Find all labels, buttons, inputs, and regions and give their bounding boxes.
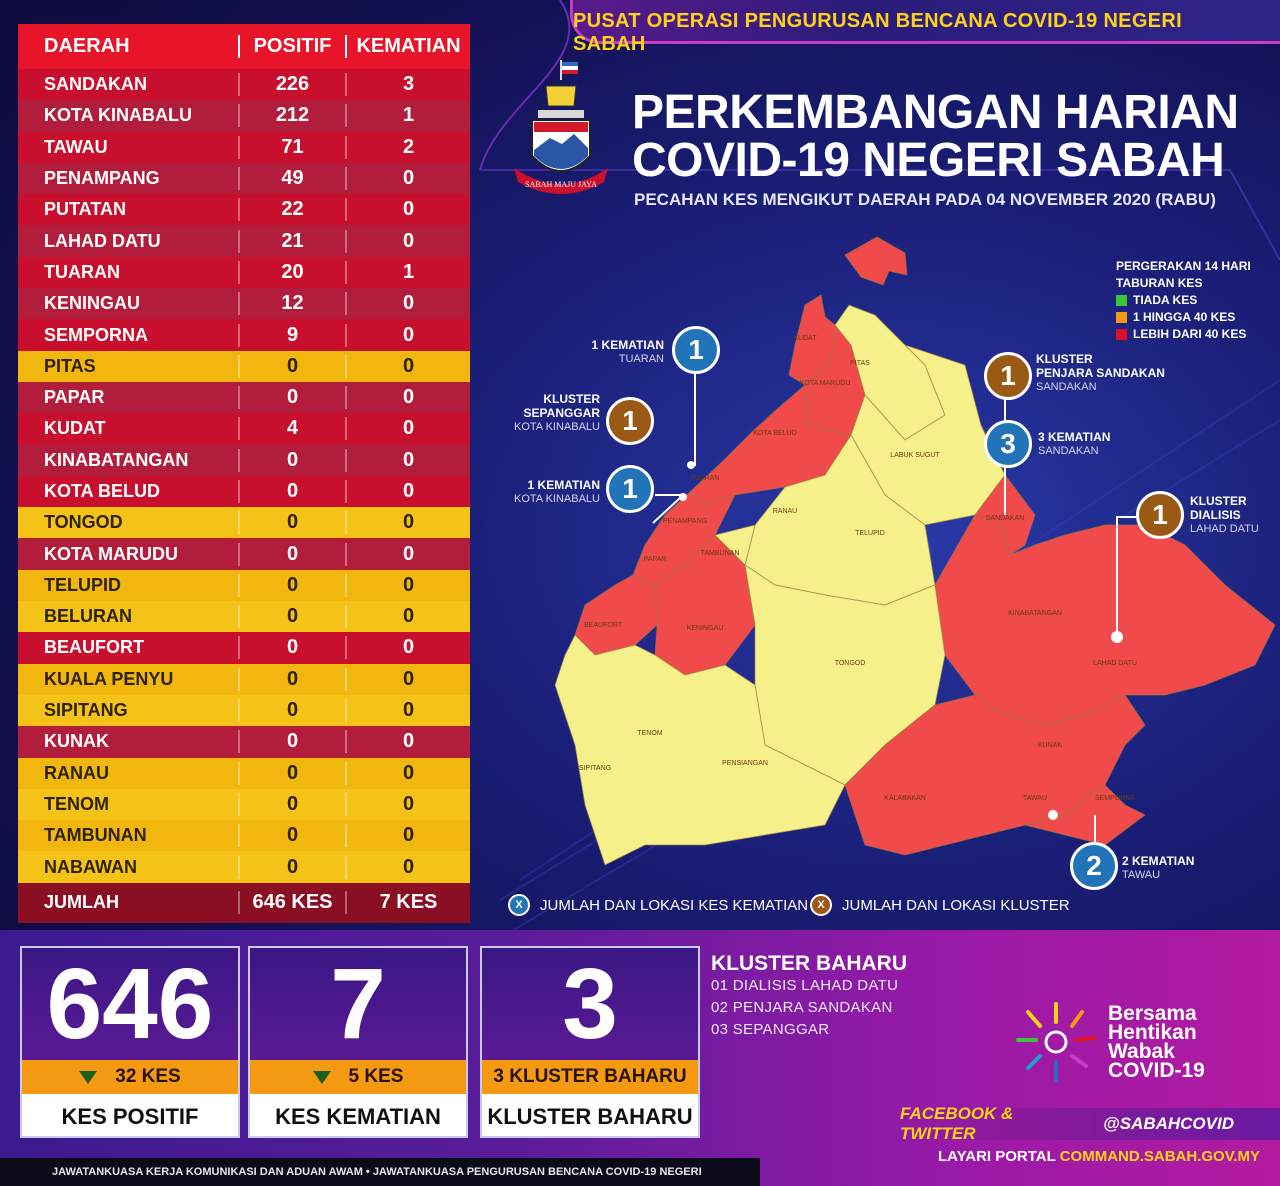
map-label-kalabakan: KALABAKAN <box>884 795 926 802</box>
table-row <box>18 758 470 789</box>
map-label-labuk: LABUK SUGUT <box>890 452 940 459</box>
cell-positif: 212 <box>238 104 345 127</box>
cell-positif: 0 <box>238 355 345 378</box>
cell-positif: 226 <box>238 73 345 96</box>
map-label-keningau: KENINGAU <box>686 625 724 632</box>
map-label-tuaran: TUARAN <box>690 475 720 482</box>
cell-kematian: 0 <box>345 292 470 315</box>
cell-positif: 0 <box>238 636 345 659</box>
table-row <box>18 319 470 350</box>
cell-kematian: 0 <box>345 543 470 566</box>
key-cluster-icon: X <box>810 894 832 916</box>
cell-positif: 21 <box>238 230 345 253</box>
table-row <box>18 570 470 601</box>
cell-positif: 0 <box>238 605 345 628</box>
map-label-pensiangan: PENSIANGAN <box>722 760 768 767</box>
marker-cluster-sepanggar: 1 <box>606 397 654 445</box>
table-row <box>18 664 470 695</box>
table-row <box>18 726 470 757</box>
cell-daerah: KUDAT <box>44 418 106 439</box>
map-label-kota-marudu: KOTA MARUDU <box>799 380 851 387</box>
cell-daerah: KINABATANGAN <box>44 449 189 470</box>
map-label-ranau: RANAU <box>772 508 798 515</box>
social-handle[interactable]: @SABAHCOVID <box>1103 1114 1234 1133</box>
campaign-logo-icon <box>1010 996 1102 1088</box>
cell-daerah: TUARAN <box>44 261 120 282</box>
marker-label-sepanggar: KLUSTER SEPANGGAR KOTA KINABALU <box>514 392 600 433</box>
header-positif: POSITIF <box>238 35 345 58</box>
cell-kematian: 0 <box>345 856 470 879</box>
stat-clusters-label: KLUSTER BAHARU <box>487 1104 693 1129</box>
map-label-pitas: PITAS <box>850 360 870 367</box>
table-row <box>18 538 470 569</box>
stat-deaths-value: 7 <box>250 948 466 1060</box>
cell-kematian: 0 <box>345 511 470 534</box>
table-row <box>18 476 470 507</box>
marker-death-sandakan: 3 <box>984 420 1032 468</box>
portal-line <box>938 1148 1260 1165</box>
cell-daerah: KENINGAU <box>44 293 141 314</box>
cell-daerah: KUNAK <box>44 731 109 752</box>
cell-kematian: 0 <box>345 355 470 378</box>
cell-daerah: TELUPID <box>44 574 122 595</box>
cell-daerah: TAMBUNAN <box>44 825 147 846</box>
cell-kematian: 0 <box>345 574 470 597</box>
table-row <box>18 288 470 319</box>
portal-url[interactable]: COMMAND.SABAH.GOV.MY <box>1059 1148 1260 1165</box>
map-label-kunak: KUNAK <box>1037 742 1063 749</box>
sabah-crest <box>508 58 614 198</box>
cell-positif: 71 <box>238 136 345 159</box>
new-cluster-item-1: 01 DIALISIS LAHAD DATU <box>711 977 899 994</box>
cell-kematian: 0 <box>345 762 470 785</box>
table-row <box>18 132 470 163</box>
cell-positif: 0 <box>238 511 345 534</box>
cell-daerah: RANAU <box>44 762 109 783</box>
cell-kematian: 0 <box>345 230 470 253</box>
marker-death-tuaran: 1 <box>672 326 720 374</box>
legend-swatch-red <box>1116 329 1127 340</box>
table-row <box>18 351 470 382</box>
cell-daerah: PITAS <box>44 355 96 376</box>
stat-deaths-delta: 5 KES <box>250 1060 466 1094</box>
stat-positive-delta: 32 KES <box>22 1060 238 1094</box>
map-label-kudat: KUDAT <box>793 335 817 342</box>
legend-item-low: 1 HINGGA 40 KES <box>1116 309 1251 326</box>
page-title-line1: PERKEMBANGAN HARIAN <box>632 86 1239 139</box>
cell-daerah: BEAUFORT <box>44 637 144 658</box>
cell-daerah: PUTATAN <box>44 199 126 220</box>
marker-label-tuaran: 1 KEMATIAN TUARAN <box>591 338 664 365</box>
stat-clusters-value: 3 <box>482 948 698 1060</box>
cell-kematian: 0 <box>345 793 470 816</box>
header-daerah: DAERAH <box>44 35 130 57</box>
total-label: JUMLAH <box>44 892 119 913</box>
cell-daerah: PENAMPANG <box>44 168 160 189</box>
map-point-tuaran <box>687 461 695 469</box>
cell-positif: 49 <box>238 167 345 190</box>
cell-positif: 0 <box>238 668 345 691</box>
cell-daerah: PAPAR <box>44 387 105 408</box>
table-header <box>18 24 470 69</box>
table-row <box>18 225 470 256</box>
cell-daerah: SEMPORNA <box>44 324 149 345</box>
cell-daerah: SANDAKAN <box>44 74 147 95</box>
map-label-penampang: PENAMPANG <box>662 518 708 525</box>
cell-kematian: 0 <box>345 167 470 190</box>
crest-motto: SABAH MAJU JAYA <box>525 180 597 189</box>
page-subtitle: PECAHAN KES MENGIKUT DAERAH PADA 04 NOVEMBER 2020 (RABU) <box>634 190 1216 209</box>
marker-label-sandakan: 3 KEMATIAN SANDAKAN <box>1038 430 1111 457</box>
stat-clusters <box>480 946 700 1138</box>
stat-positive-value: 646 <box>22 948 238 1060</box>
new-clusters-title: KLUSTER BAHARU <box>711 952 907 975</box>
legend-title-2: TABURAN KES <box>1116 276 1203 290</box>
cell-kematian: 0 <box>345 824 470 847</box>
table-row <box>18 601 470 632</box>
marker-label-dialisis: KLUSTER DIALISIS LAHAD DATU <box>1190 494 1259 535</box>
key-deaths-icon: X <box>508 894 530 916</box>
map-label-tawau: TAWAU <box>1022 795 1048 802</box>
cell-positif: 0 <box>238 824 345 847</box>
map-label-sipitang: SIPITANG <box>578 765 612 772</box>
table-row <box>18 695 470 726</box>
legend-title-1: PERGERAKAN 14 HARI <box>1116 259 1251 273</box>
map-label-sandakan: SANDAKAN <box>985 515 1025 522</box>
cell-positif: 0 <box>238 543 345 566</box>
stat-deaths <box>248 946 468 1138</box>
table-row <box>18 163 470 194</box>
cell-kematian: 0 <box>345 198 470 221</box>
cell-daerah: KOTA BELUD <box>44 481 160 501</box>
cell-daerah: LAHAD DATU <box>44 230 161 251</box>
marker-cluster-dialisis: 1 <box>1136 491 1184 539</box>
table-row <box>18 851 470 882</box>
new-cluster-item-2: 02 PENJARA SANDAKAN <box>711 999 893 1016</box>
cell-kematian: 0 <box>345 605 470 628</box>
table-row <box>18 507 470 538</box>
marker-label-kk: 1 KEMATIAN KOTA KINABALU <box>514 478 600 505</box>
table-row <box>18 100 470 131</box>
portal-label: LAYARI PORTAL <box>938 1148 1056 1165</box>
cell-daerah: TAWAU <box>44 136 108 157</box>
cell-kematian: 3 <box>345 73 470 96</box>
table-row <box>18 257 470 288</box>
down-arrow-icon <box>313 1071 331 1084</box>
cell-positif: 0 <box>238 793 345 816</box>
legend-swatch-green <box>1116 295 1127 306</box>
social-label: FACEBOOK & TWITTER <box>900 1104 1014 1143</box>
marker-cluster-penjara: 1 <box>984 352 1032 400</box>
district-table <box>18 24 470 923</box>
cell-daerah: SIPITANG <box>44 700 128 721</box>
cell-positif: 22 <box>238 198 345 221</box>
stat-deaths-label: KES KEMATIAN <box>275 1104 441 1129</box>
down-arrow-icon <box>79 1071 97 1084</box>
cell-daerah: NABAWAN <box>44 856 137 877</box>
cell-kematian: 0 <box>345 730 470 753</box>
cell-positif: 0 <box>238 574 345 597</box>
stat-positive-label: KES POSITIF <box>61 1104 199 1129</box>
cell-positif: 9 <box>238 324 345 347</box>
marker-label-tawau: 2 KEMATIAN TAWAU <box>1122 854 1195 881</box>
header-kematian: KEMATIAN <box>345 35 470 58</box>
map-point-lahad-datu <box>1111 631 1123 643</box>
region-kinabatangan <box>935 515 1275 725</box>
campaign-slogan: Bersama Hentikan Wabak COVID-19 <box>1108 1002 1205 1082</box>
header-banner <box>570 0 1280 55</box>
cell-kematian: 2 <box>345 136 470 159</box>
cell-positif: 20 <box>238 261 345 284</box>
cell-kematian: 0 <box>345 417 470 440</box>
cell-kematian: 0 <box>345 324 470 347</box>
cell-daerah: TENOM <box>44 793 109 814</box>
stat-clusters-delta: 3 KLUSTER BAHARU <box>482 1060 698 1094</box>
cell-positif: 0 <box>238 449 345 472</box>
marker-death-kk: 1 <box>606 465 654 513</box>
key-clusters: X JUMLAH DAN LOKASI KLUSTER <box>810 894 1070 916</box>
table-row <box>18 382 470 413</box>
cell-kematian: 0 <box>345 386 470 409</box>
cell-positif: 4 <box>238 417 345 440</box>
cell-kematian: 0 <box>345 699 470 722</box>
cell-positif: 0 <box>238 480 345 503</box>
table-row <box>18 820 470 851</box>
cell-positif: 0 <box>238 856 345 879</box>
map-label-beaufort: BEAUFORT <box>584 622 622 629</box>
cell-kematian: 0 <box>345 449 470 472</box>
region-kudat-island <box>845 237 907 285</box>
table-total-row <box>18 883 470 923</box>
cell-kematian: 1 <box>345 261 470 284</box>
cell-daerah: KOTA KINABALU <box>44 105 192 126</box>
cell-positif: 0 <box>238 730 345 753</box>
page-title-line2: COVID-19 NEGERI SABAH <box>632 134 1225 187</box>
table-row <box>18 194 470 225</box>
cell-daerah: KOTA MARUDU <box>44 543 178 564</box>
footer: JAWATANKUASA KERJA KOMUNIKASI DAN ADUAN AWAM • JAWATANKUASA PENGURUSAN BENCANA COVID-19 NEGERI <box>0 1158 760 1186</box>
cell-positif: 0 <box>238 762 345 785</box>
map-label-kinabatangan: KINABATANGAN <box>1008 610 1062 617</box>
new-cluster-item-3: 03 SEPANGGAR <box>711 1021 830 1038</box>
map-label-semporna: SEMPORNA <box>1094 795 1136 802</box>
map-label-tambunan: TAMBUNAN <box>700 550 740 557</box>
stat-positive <box>20 946 240 1138</box>
map-label-papar: PAPAR <box>643 556 667 563</box>
marker-death-tawau: 2 <box>1070 842 1118 890</box>
cell-kematian: 0 <box>345 480 470 503</box>
cell-daerah: BELURAN <box>44 606 132 627</box>
cell-daerah: TONGOD <box>44 512 123 533</box>
header-title: PUSAT OPERASI PENGURUSAN BENCANA COVID-19 NEGERI SABAH <box>573 10 1182 55</box>
total-positif: 646 KES <box>238 891 345 914</box>
cell-positif: 0 <box>238 386 345 409</box>
map-label-lahad: LAHAD DATU <box>1093 660 1137 667</box>
social-bar <box>900 1104 1280 1143</box>
cell-positif: 12 <box>238 292 345 315</box>
table-row <box>18 69 470 100</box>
map-label-kota-belud: KOTA BELUD <box>753 430 797 437</box>
table-row <box>18 445 470 476</box>
legend-item-high: LEBIH DARI 40 KES <box>1116 326 1251 343</box>
legend-swatch-orange <box>1116 312 1127 323</box>
map-label-tongod: TONGOD <box>834 660 866 667</box>
key-deaths: X JUMLAH DAN LOKASI KES KEMATIAN <box>508 894 808 916</box>
table-row <box>18 789 470 820</box>
region-beaufort <box>575 575 657 655</box>
cell-kematian: 0 <box>345 636 470 659</box>
cell-positif: 0 <box>238 699 345 722</box>
table-row <box>18 413 470 444</box>
cell-kematian: 1 <box>345 104 470 127</box>
cell-kematian: 0 <box>345 668 470 691</box>
map-point-kk <box>679 493 687 501</box>
marker-label-penjara: KLUSTER PENJARA SANDAKAN SANDAKAN <box>1036 352 1165 393</box>
map-legend <box>1116 258 1251 343</box>
map-label-telupid: TELUPID <box>855 530 885 537</box>
cell-daerah: KUALA PENYU <box>44 668 174 689</box>
total-kematian: 7 KES <box>345 891 470 914</box>
legend-item-none: TIADA KES <box>1116 292 1251 309</box>
map-point-tawau <box>1048 810 1058 820</box>
map-label-tenom: TENOM <box>637 730 663 737</box>
table-row <box>18 632 470 663</box>
